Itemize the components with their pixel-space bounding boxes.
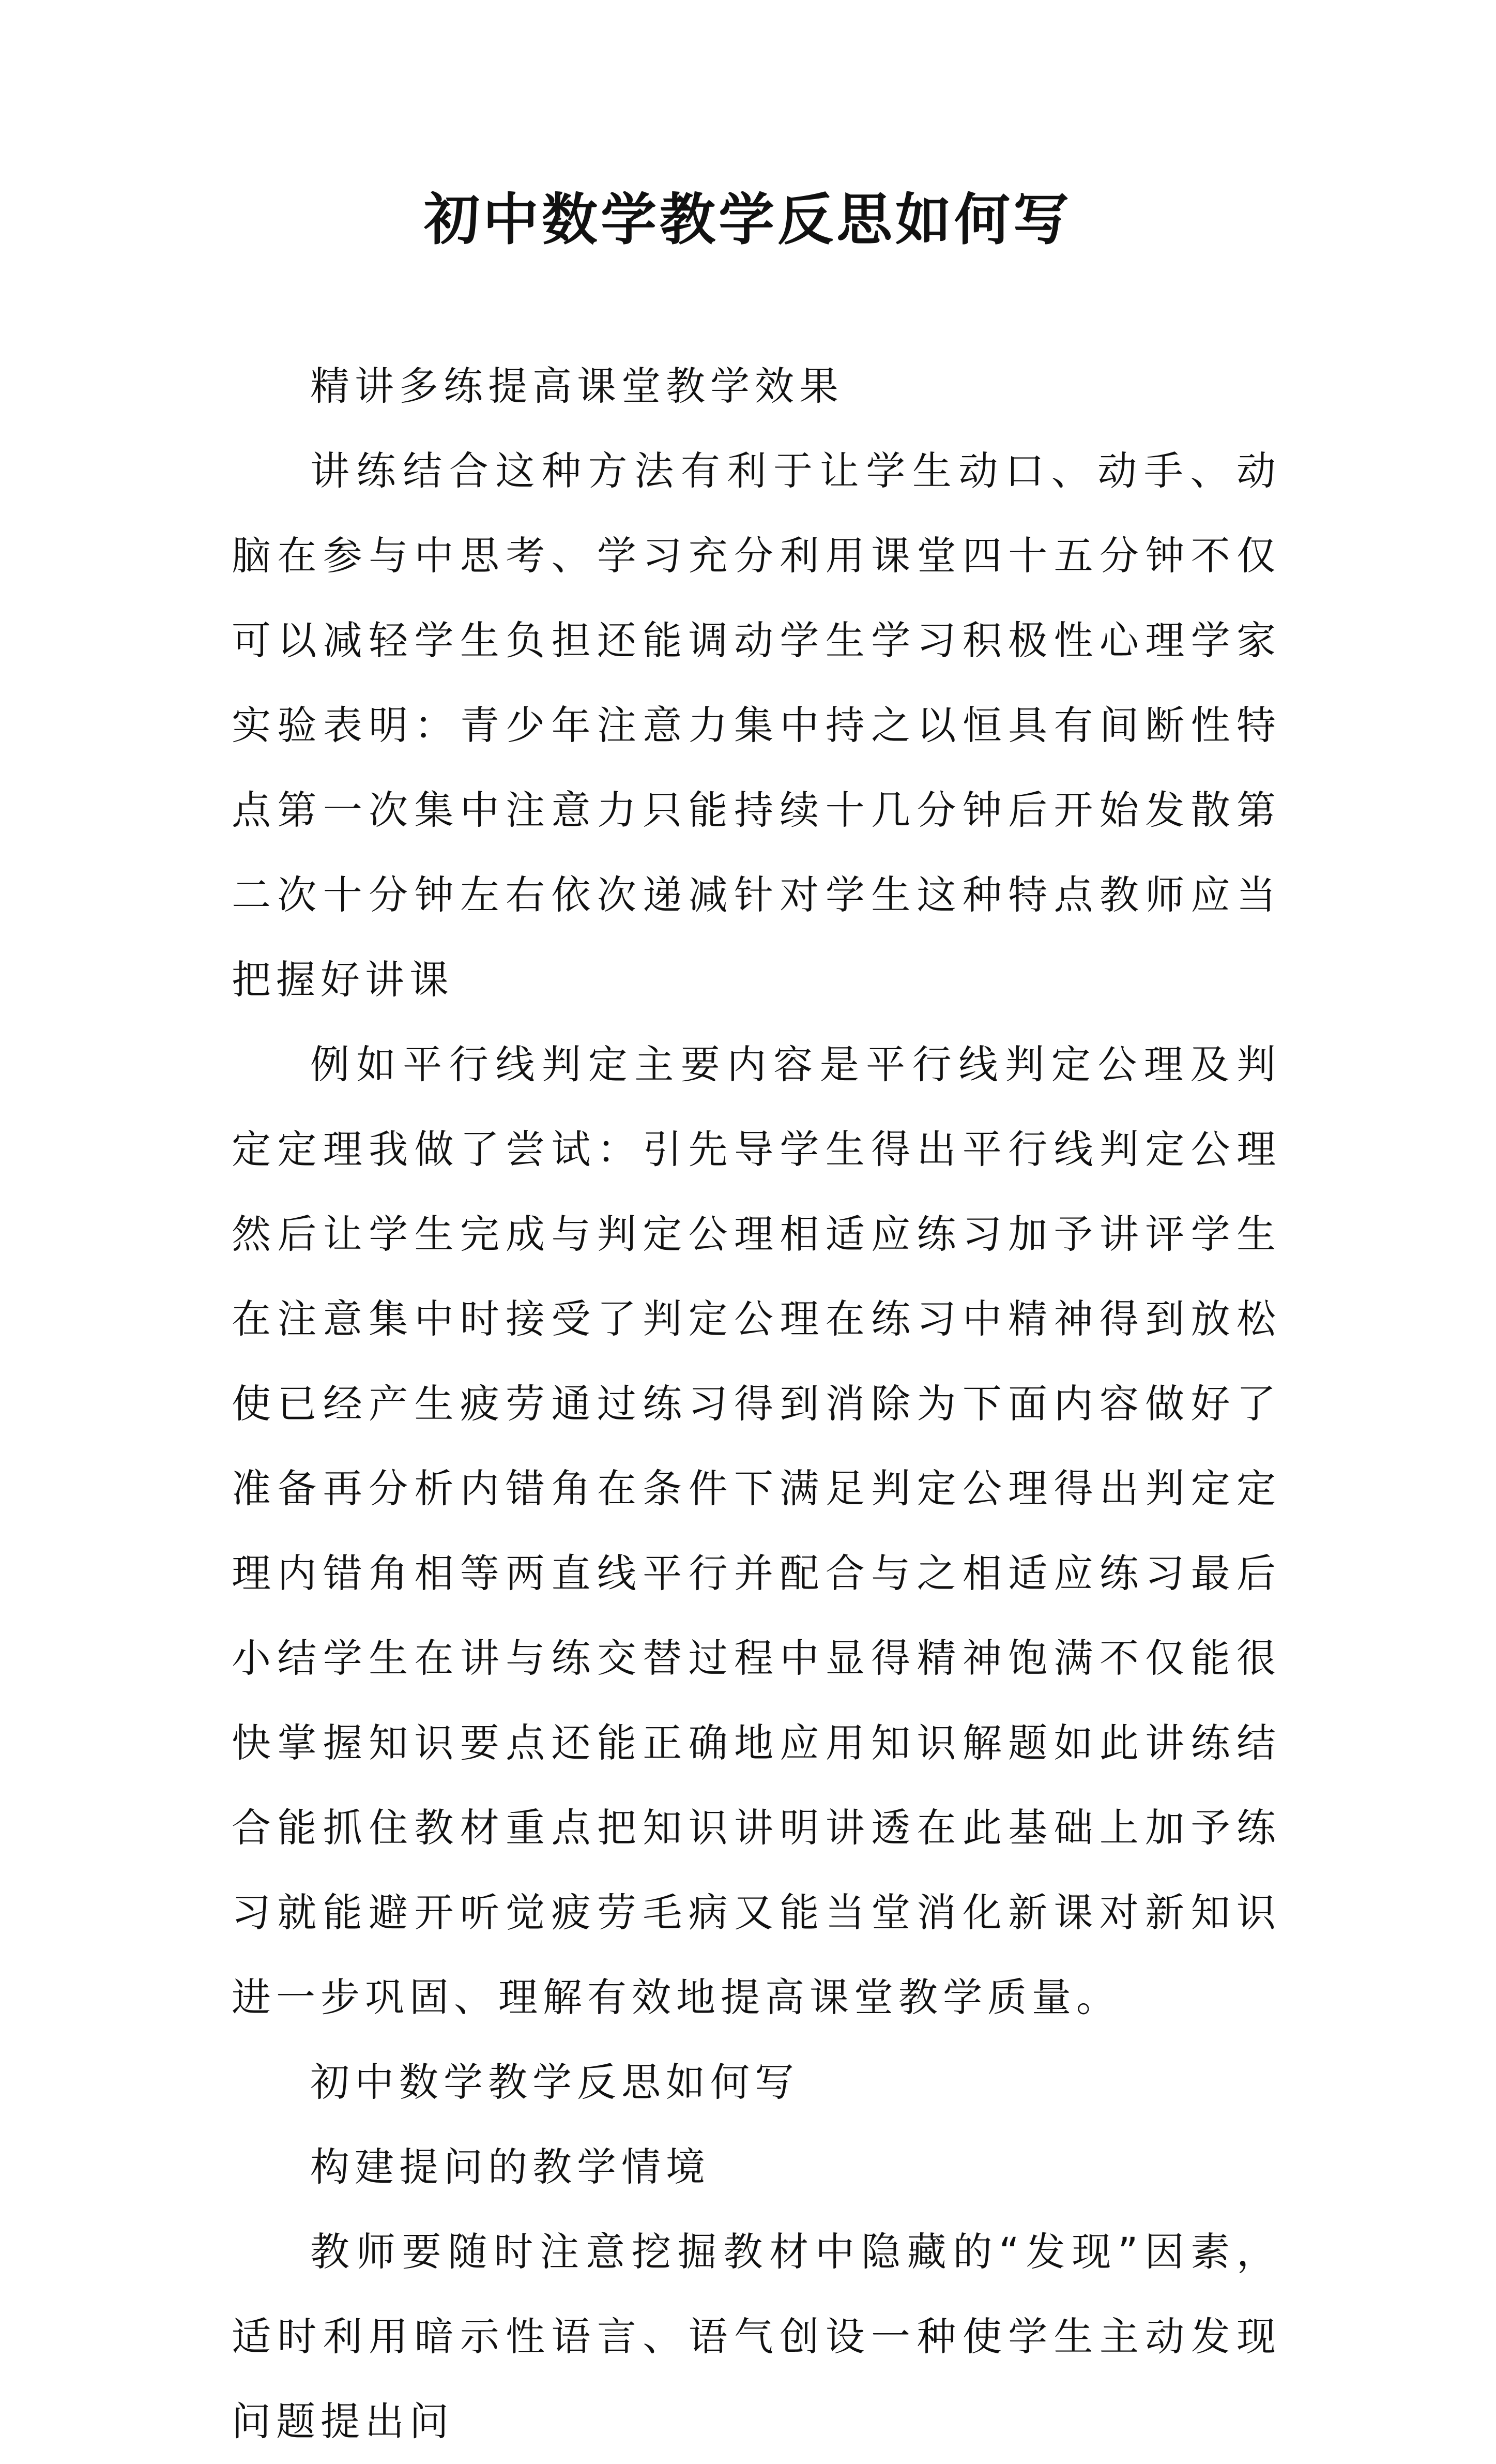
body-paragraph: 例如平行线判定主要内容是平行线判定公理及判定定理我做了尝试：引先导学生得出平行线判定公理然后让学生完成与判定公理相适应练习加予讲评学生在注意集中时接受了判定公理在练习中精神得到放松使已经产生疲劳通过练习得到消除为下面内容做好了准备再分析内错角在条件下满足判定公理得出判定定理内错角相等两直线平行并配合与之相适应练习最后小结学生在讲与练交替过程中显得精神饱满不仅能很快掌握知识要点还能正确地应用知识解题如此讲练结合能抓住教材重点把知识讲明讲透在此基础上加予练习就能避开听觉疲劳毛病又能当堂消化新课对新知识进一步巩固、理解有效地提高课堂教学质量。 xyxy=(232,1041,1281,2020)
section-heading: 精讲多练提高课堂教学效果 xyxy=(310,363,844,409)
body-paragraph: 讲练结合这种方法有利于让学生动口、动手、动脑在参与中思考、学习充分利用课堂四十五分钟不仅可以减轻学生负担还能调动学生学习积极性心理学家实验表明：青少年注意力集中持之以恒具有间断性特点第一次集中注意力只能持续十几分钟后开始发散第二次十分钟左右依次递减针对学生这种特点教师应当把握好讲课 xyxy=(232,448,1281,1003)
document-body xyxy=(232,344,1281,2464)
section-heading: 构建提问的教学情境 xyxy=(310,2144,710,2190)
body-paragraph: 教师要随时注意挖掘教材中隐藏的“发现”因素，适时利用暗示性语言、语气创设一种使学生主动发现问题提出问 xyxy=(232,2229,1281,2444)
section-heading: 初中数学教学反思如何写 xyxy=(310,2059,799,2105)
document-title: 初中数学教学反思如何写 xyxy=(423,187,1072,252)
